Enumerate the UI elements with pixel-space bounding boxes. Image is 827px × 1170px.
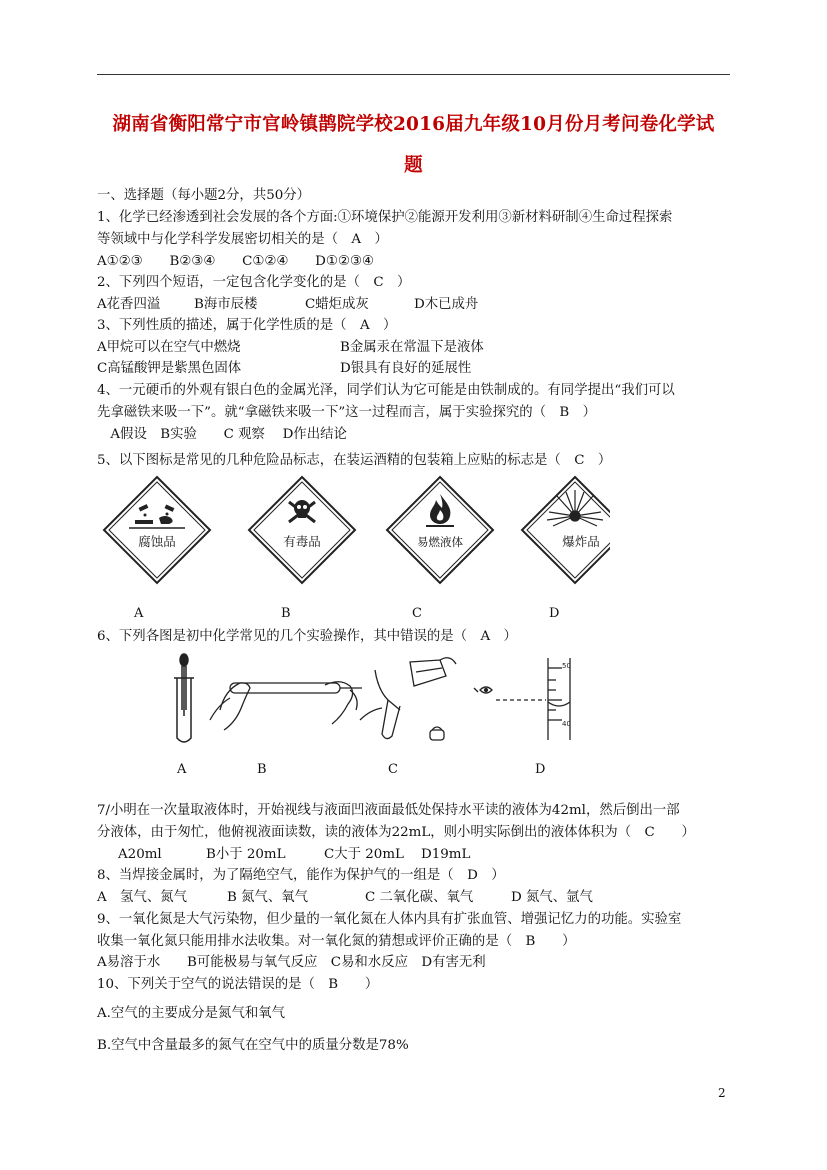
eye-reading-cylinder-illustration bbox=[474, 658, 570, 740]
q2-option-c: C蜡炬成灰 bbox=[305, 297, 369, 312]
q4-stem-line2: 先拿磁铁来吸一下”。就“拿磁铁来吸一下”这一过程而言，属于实验探究的（ B ） bbox=[97, 405, 597, 420]
q3-option-b: B金属汞在常温下是液体 bbox=[340, 340, 484, 355]
flammable-sign bbox=[387, 477, 493, 583]
q7-option-d: D19mL bbox=[421, 847, 471, 862]
page-number: 2 bbox=[718, 1086, 726, 1100]
sign-label-flammable: 易燃液体 bbox=[417, 535, 463, 549]
q1-stem-line2: 等领域中与化学科学发展密切相关的是（ A ） bbox=[97, 232, 388, 247]
q9-options: A易溶于水 B可能极易与氧气反应 C易和水反应 D有害无利 bbox=[97, 955, 486, 970]
q6-label-a: A bbox=[177, 762, 187, 777]
q8-option-d: D 氮气、氩气 bbox=[511, 890, 593, 905]
test-tube-dropper-illustration bbox=[174, 654, 194, 742]
q6-label-b: B bbox=[257, 762, 267, 777]
q2-option-b: B海市辰楼 bbox=[194, 297, 258, 312]
q3-option-d: D银具有良好的延展性 bbox=[340, 361, 472, 376]
q8-option-a: A 氢气、氮气 bbox=[97, 890, 188, 905]
cylinder-mark-50: 50 bbox=[562, 662, 571, 670]
hands-holding-tube-illustration bbox=[210, 682, 362, 730]
section-heading: 一、选择题（每小题2分，共50分） bbox=[97, 188, 311, 203]
q1-options: A①②③ B②③④ C①②④ D①②③④ bbox=[97, 254, 374, 269]
q8-option-b: B 氮气、氧气 bbox=[227, 890, 309, 905]
q6-stem: 6、下列各图是初中化学常见的几个实验操作，其中错误的是（ A ） bbox=[97, 629, 517, 644]
q3-options-row2 bbox=[97, 359, 471, 379]
q4-options: A假设 B实验 C 观察 D作出结论 bbox=[97, 427, 347, 442]
q7-option-c: C大于 20mL bbox=[324, 847, 404, 862]
q7-option-a: A20ml bbox=[118, 847, 162, 862]
q2-options bbox=[97, 295, 478, 315]
q1-stem-line1: 1、化学已经渗透到社会发展的各个方面:①环境保护②能源开发利用③新材料研制④生命过程探索 bbox=[97, 210, 673, 225]
q5-label-a: A bbox=[134, 606, 144, 621]
explosive-sign bbox=[522, 477, 610, 583]
q2-option-a: A花香四溢 bbox=[97, 297, 161, 312]
q7-options bbox=[118, 845, 470, 865]
corrosive-sign bbox=[104, 477, 210, 583]
q5-label-d: D bbox=[549, 606, 560, 621]
q4-stem-line1: 4、一元硬币的外观有银白色的金属光泽，同学们认为它可能是由铁制成的。有同学提出“我们可以 bbox=[97, 383, 675, 398]
q3-option-c: C高锰酸钾是紫黑色固体 bbox=[97, 361, 242, 376]
q5-label-c: C bbox=[412, 606, 422, 621]
q10-option-b: B.空气中含量最多的氮气在空气中的质量分数是78% bbox=[97, 1038, 409, 1053]
q9-stem-line1: 9、一氧化氮是大气污染物，但少量的一氧化氮在人体内具有扩张血管、增强记忆力的功能。实验室 bbox=[97, 912, 682, 927]
header-rule bbox=[97, 74, 730, 75]
q10-stem: 10、下列关于空气的说法错误的是（ B ） bbox=[97, 977, 379, 992]
hazard-signs-figure bbox=[100, 475, 610, 587]
q8-options bbox=[97, 888, 593, 908]
sign-label-corrosive: 腐蚀品 bbox=[138, 534, 176, 549]
q2-stem: 2、下列四个短语，一定包含化学变化的是（ C ） bbox=[97, 275, 411, 290]
sign-label-toxic: 有毒品 bbox=[283, 534, 321, 549]
q3-option-a: A甲烷可以在空气中燃烧 bbox=[97, 340, 241, 355]
q7-stem-line2: 分液体，由于匆忙，他俯视液面读数，读的液体为22mL，则小明实际倒出的液体体积为（ C ） bbox=[97, 825, 695, 840]
q6-label-c: C bbox=[388, 762, 398, 777]
q3-options-row1 bbox=[97, 338, 484, 358]
pouring-liquid-illustration bbox=[360, 658, 456, 740]
q7-stem-line1: 7/小明在一次量取液体时，开始视线与液面凹液面最低处保持水平读的液体为42ml，然后倒出一部 bbox=[97, 803, 680, 818]
sign-label-explosive: 爆炸品 bbox=[562, 534, 600, 549]
q8-option-c: C 二氧化碳、氧气 bbox=[365, 890, 474, 905]
cylinder-mark-40: 40 bbox=[562, 720, 571, 728]
document-title-line1: 湖南省衡阳常宁市官岭镇鹊院学校2016届九年级10月份月考问卷化学试 bbox=[112, 114, 715, 135]
document-title-line2: 题 bbox=[404, 155, 423, 176]
q3-stem: 3、下列性质的描述，属于化学性质的是（ A ） bbox=[97, 318, 397, 333]
q5-stem: 5、以下图标是常见的几种危险品标志，在装运酒精的包装箱上应贴的标志是（ C ） bbox=[97, 453, 612, 468]
q9-stem-line2: 收集一氧化氮只能用排水法收集。对一氧化氮的猜想或评价正确的是（ B ） bbox=[97, 934, 576, 949]
q6-label-d: D bbox=[535, 762, 546, 777]
q10-option-a: A.空气的主要成分是氮气和氧气 bbox=[97, 1006, 286, 1021]
lab-operations-figure bbox=[150, 650, 590, 750]
q8-stem: 8、当焊接金属时，为了隔绝空气，能作为保护气的一组是（ D ） bbox=[97, 868, 505, 883]
q7-option-b: B小于 20mL bbox=[206, 847, 286, 862]
toxic-sign bbox=[249, 477, 355, 583]
q2-option-d: D木已成舟 bbox=[414, 297, 479, 312]
q5-label-b: B bbox=[281, 606, 291, 621]
